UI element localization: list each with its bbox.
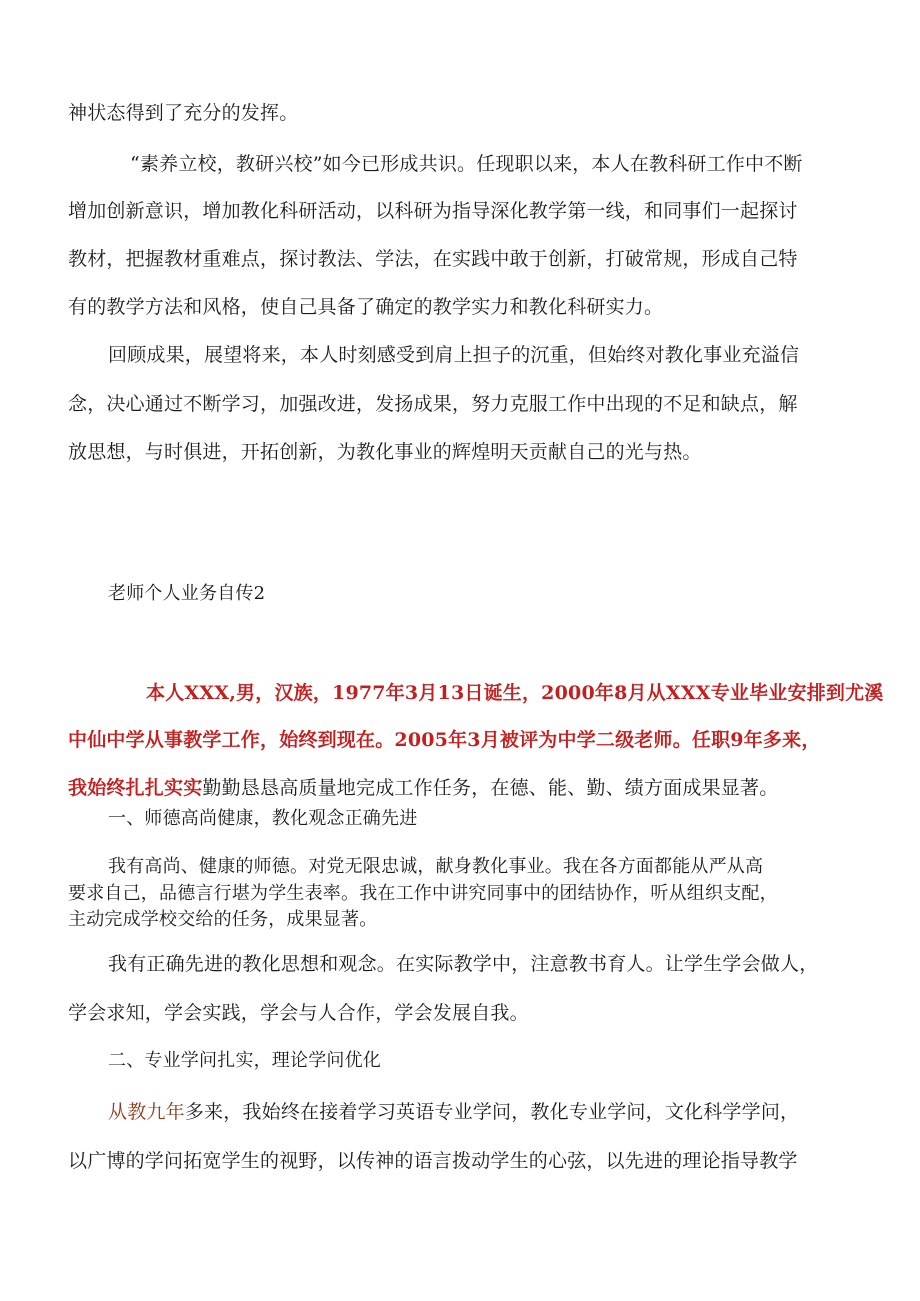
text-span: 多来，我始终在接着学习英语专业学问，教化专业学问，文化科学学问，: [184, 1101, 800, 1123]
text-line: [108, 1097, 799, 1124]
text-line: 念，决心通过不断学习，加强改进，发扬成果，努力克服工作中出现的不足和缺点，解: [68, 393, 798, 415]
text-line: 本人XXX,男，汉族，1977年3月13日诞生，2000年8月从XXX专业毕业安排到尤溪: [146, 682, 884, 704]
subheading: 一、师德高尚健康，教化观念正确先进: [108, 808, 418, 829]
text-line: 神状态得到了充分的发挥。: [68, 102, 299, 124]
section-heading: 老师个人业务自传2: [108, 583, 266, 604]
highlighted-text: 我始终扎扎实实: [68, 777, 203, 799]
text-line: 要求自己，品德言行堪为学生表率。我在工作中讲究同事中的团结协作，听从组织支配，: [68, 883, 778, 904]
text-line: “素养立校，教研兴校”如今已形成共识。任现职以来，本人在教科研工作中不断: [130, 153, 803, 175]
text-line: 教材，把握教材重难点，探讨教法、学法，在实践中敢于创新，打破常规，形成自己特: [68, 248, 798, 270]
text-line: 中仙中学从事教学工作，始终到现在。2005年3月被评为中学二级老师。任职9年多来，: [68, 729, 821, 751]
text-line: 增加创新意识，增加教化科研活动，以科研为指导深化教学第一线，和同事们一起探讨: [68, 200, 798, 222]
text-line: 放思想，与时俱进，开拓创新，为教化事业的辉煌明天贡献自己的光与热。: [68, 441, 702, 463]
text-line: 主动完成学校交给的任务，成果显著。: [68, 909, 378, 930]
text-span: 勤勤恳恳高质量地完成工作任务，在德、能、勤、绩方面成果显著。: [202, 777, 779, 799]
subheading: 二、专业学问扎实，理论学问优化: [108, 1050, 381, 1071]
text-line: 回顾成果，展望将来，本人时刻感受到肩上担子的沉重，但始终对教化事业充溢信: [108, 344, 800, 366]
text-line: [68, 773, 778, 800]
text-line: 我有高尚、健康的师德。对党无限忠诚，献身教化事业。我在各方面都能从严从高: [108, 856, 764, 877]
highlighted-text: 从教九年: [108, 1101, 185, 1123]
text-line: 我有正确先进的教化思想和观念。在实际教学中，注意教书育人。让学生学会做人，: [108, 953, 819, 975]
text-line: 有的教学方法和风格，使自己具备了确定的教学实力和教化科研实力。: [68, 296, 664, 318]
text-line: 以广博的学问拓宽学生的视野，以传神的语言拨动学生的心弦，以先进的理论指导教学: [68, 1150, 798, 1172]
text-line: 学会求知，学会实践，学会与人合作，学会发展自我。: [68, 1002, 529, 1024]
